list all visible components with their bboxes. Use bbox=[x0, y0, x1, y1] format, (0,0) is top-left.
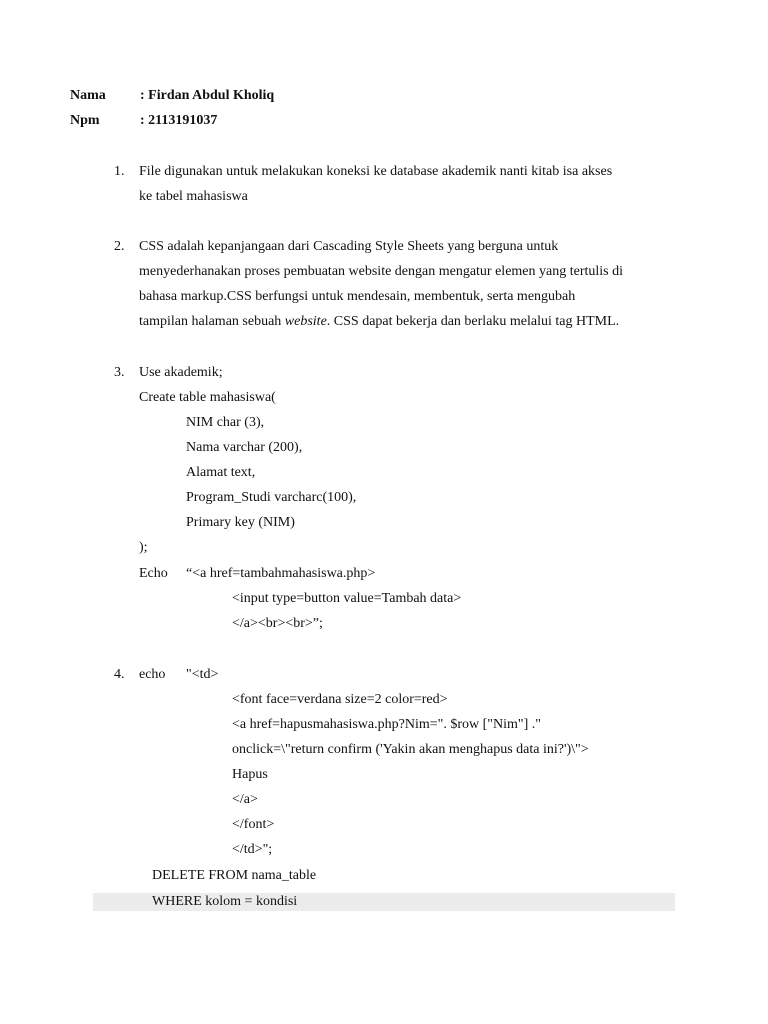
answer-2-italic-word: website bbox=[284, 314, 327, 329]
sql-line: DELETE FROM nama_table bbox=[152, 868, 317, 883]
code-line: </a> bbox=[232, 792, 258, 807]
answer-2-line: bahasa markup.CSS berfungsi untuk mendesain, membentuk, serta mengubah bbox=[139, 289, 576, 304]
code-line: NIM char (3), bbox=[186, 415, 265, 430]
code-line: “<a href=tambahmahasiswa.php> bbox=[186, 566, 376, 581]
code-line: onclick=\"return confirm ('Yakin akan menghapus data ini?')\"> bbox=[232, 742, 589, 757]
code-line: </td>"; bbox=[232, 842, 273, 857]
answer-1-number: 1. bbox=[114, 164, 125, 179]
answer-1-line: ke tabel mahasiswa bbox=[139, 189, 248, 204]
code-line: Nama varchar (200), bbox=[186, 440, 303, 455]
code-line: </font> bbox=[232, 817, 275, 832]
nama-value: : Firdan Abdul Kholiq bbox=[140, 88, 275, 103]
code-line: <input type=button value=Tambah data> bbox=[232, 591, 462, 606]
answer-2-last-line bbox=[139, 314, 619, 330]
code-line: echo bbox=[139, 667, 166, 682]
code-line: </a><br><br>”; bbox=[232, 616, 323, 631]
npm-value: : 2113191037 bbox=[140, 113, 218, 128]
npm-label: Npm bbox=[70, 113, 100, 128]
answer-2-text: . CSS dapat bekerja dan berlaku melalui tag HTML. bbox=[326, 314, 620, 329]
answer-3-number: 3. bbox=[114, 365, 125, 380]
code-line: Create table mahasiswa( bbox=[139, 390, 276, 405]
answer-2-number: 2. bbox=[114, 239, 125, 254]
answer-2-line: CSS adalah kepanjangaan dari Cascading Style Sheets yang berguna untuk bbox=[139, 239, 559, 254]
code-line: <font face=verdana size=2 color=red> bbox=[232, 692, 448, 707]
code-line: ); bbox=[139, 540, 148, 555]
answer-1-line: File digunakan untuk melakukan koneksi ke database akademik nanti kitab isa akses bbox=[139, 164, 613, 179]
code-line: Program_Studi varcharc(100), bbox=[186, 490, 357, 505]
code-line: Alamat text, bbox=[186, 465, 256, 480]
code-line: Primary key (NIM) bbox=[186, 515, 295, 530]
answer-2-line: menyederhanakan proses pembuatan website dengan mengatur elemen yang tertulis di bbox=[139, 264, 623, 279]
answer-4-number: 4. bbox=[114, 667, 125, 682]
code-line: "<td> bbox=[186, 667, 219, 682]
nama-label: Nama bbox=[70, 88, 106, 103]
code-line: Hapus bbox=[232, 767, 268, 782]
code-line: Use akademik; bbox=[139, 365, 223, 380]
sql-line: WHERE kolom = kondisi bbox=[152, 894, 298, 909]
code-line: <a href=hapusmahasiswa.php?Nim=". $row ["Nim"] ." bbox=[232, 717, 541, 732]
code-line: Echo bbox=[139, 566, 168, 581]
answer-2-text: tampilan halaman sebuah bbox=[139, 314, 285, 329]
